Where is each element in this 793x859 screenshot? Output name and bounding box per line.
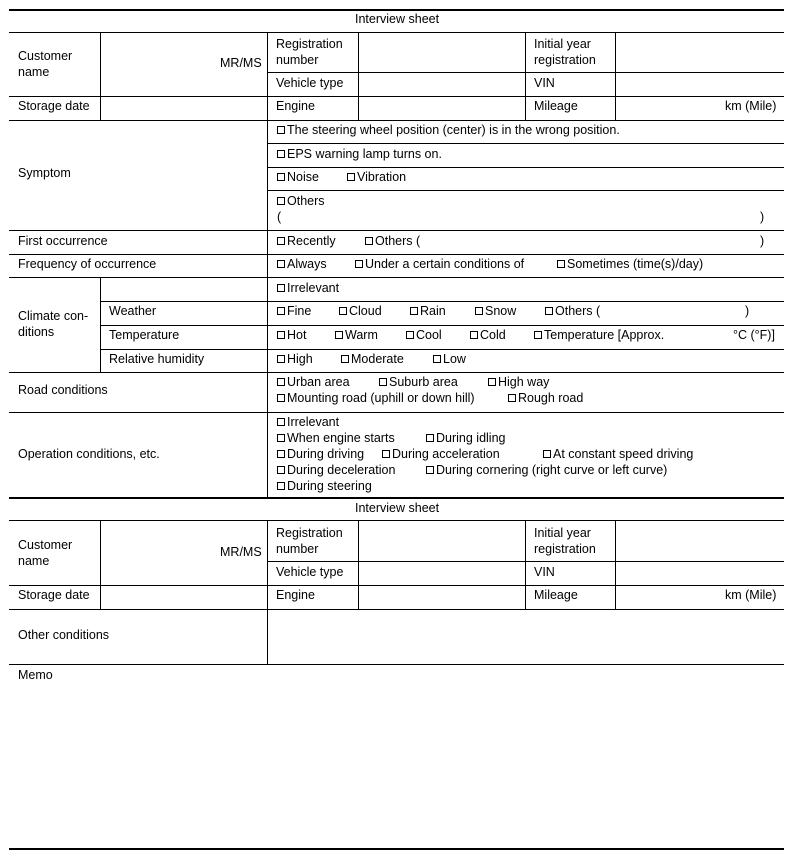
option-label: Rain	[420, 304, 446, 318]
option-label: Low	[443, 352, 466, 366]
option-label: During idling	[436, 431, 506, 445]
weather-label: Weather	[109, 304, 157, 318]
option-label: Vibration	[357, 170, 407, 184]
checkbox[interactable]	[277, 450, 285, 458]
operation-conditions-label: Operation conditions, etc.	[18, 447, 160, 461]
checkbox[interactable]	[488, 378, 496, 386]
checkbox[interactable]	[557, 260, 565, 268]
option-label: Warm	[345, 328, 378, 342]
storage-date-label: Storage date	[18, 99, 90, 113]
checkbox[interactable]	[406, 331, 414, 339]
option-eps-lamp[interactable]	[277, 147, 442, 162]
option-label: Moderate	[351, 352, 404, 366]
registration-number-label: Registration number	[276, 526, 343, 556]
option-moderate[interactable]	[341, 352, 404, 367]
option-label: Cool	[416, 328, 442, 342]
checkbox[interactable]	[365, 237, 373, 245]
mileage-label: Mileage	[534, 99, 578, 113]
checkbox[interactable]	[335, 331, 343, 339]
registration-number-label: Registration number	[276, 37, 343, 67]
checkbox[interactable]	[277, 418, 285, 426]
checkbox[interactable]	[277, 434, 285, 442]
option-noise[interactable]	[277, 170, 319, 185]
option-weather-others[interactable]	[545, 304, 600, 319]
option-recently[interactable]	[277, 234, 336, 249]
checkbox[interactable]	[508, 394, 516, 402]
option-label: At constant speed driving	[553, 447, 694, 461]
option-label: During steering	[287, 479, 372, 493]
humidity-label: Relative humidity	[109, 352, 205, 366]
option-label: Noise	[287, 170, 319, 184]
option-deceleration[interactable]	[277, 463, 395, 478]
checkbox[interactable]	[433, 355, 441, 363]
option-label: Irrelevant	[287, 281, 340, 295]
checkbox[interactable]	[545, 307, 553, 315]
checkbox[interactable]	[355, 260, 363, 268]
option-label: Temperature [Approx.	[544, 328, 665, 342]
option-label: Fine	[287, 304, 312, 318]
first-occurrence-label: First occurrence	[18, 234, 108, 248]
initial-year-label: Initial year registration	[534, 37, 596, 67]
option-symptom-others[interactable]	[277, 194, 325, 209]
option-warm[interactable]	[335, 328, 378, 343]
checkbox[interactable]	[341, 355, 349, 363]
option-low[interactable]	[433, 352, 466, 367]
option-cold[interactable]	[470, 328, 506, 343]
option-rough-road[interactable]	[508, 391, 583, 406]
option-cloud[interactable]	[339, 304, 382, 319]
checkbox[interactable]	[410, 307, 418, 315]
memo-label: Memo	[18, 668, 53, 682]
option-driving[interactable]	[277, 447, 364, 462]
storage-date-label: Storage date	[18, 588, 90, 602]
option-urban[interactable]	[277, 375, 350, 390]
option-label: Irrelevant	[287, 415, 340, 429]
paren-close: )	[760, 210, 765, 224]
sheet-title: Interview sheet	[355, 501, 440, 515]
option-label: During cornering (right curve or left curve)	[436, 463, 668, 477]
vin-label: VIN	[534, 565, 555, 579]
checkbox[interactable]	[470, 331, 478, 339]
mileage-label: Mileage	[534, 588, 578, 602]
checkbox[interactable]	[347, 173, 355, 181]
temperature-unit: °C (°F)]	[733, 328, 775, 342]
option-highway[interactable]	[488, 375, 549, 390]
option-label: High	[287, 352, 313, 366]
option-high[interactable]	[277, 352, 313, 367]
option-label: Suburb area	[389, 375, 458, 389]
option-label: Urban area	[287, 375, 350, 389]
option-steering-position[interactable]	[277, 123, 620, 138]
checkbox[interactable]	[277, 331, 285, 339]
option-label: Under a certain conditions of	[365, 257, 525, 271]
mrms-label: MR/MS	[220, 545, 262, 559]
option-climate-irrelevant[interactable]	[277, 281, 339, 296]
option-always[interactable]	[277, 257, 327, 272]
option-constant-speed[interactable]	[543, 447, 693, 462]
paren-open: (	[277, 210, 282, 224]
symptom-label: Symptom	[18, 166, 71, 180]
paren-close: )	[745, 304, 750, 318]
option-label: Mounting road (uphill or down hill)	[287, 391, 475, 405]
option-hot[interactable]	[277, 328, 306, 343]
checkbox[interactable]	[277, 378, 285, 386]
vehicle-type-label: Vehicle type	[276, 76, 344, 90]
engine-label: Engine	[276, 99, 315, 113]
option-label: Snow	[485, 304, 517, 318]
option-fine[interactable]	[277, 304, 311, 319]
checkbox[interactable]	[426, 434, 434, 442]
option-label: Cold	[480, 328, 506, 342]
option-sometimes[interactable]	[557, 257, 703, 272]
checkbox[interactable]	[277, 237, 285, 245]
checkbox[interactable]	[277, 394, 285, 402]
option-idling[interactable]	[426, 431, 505, 446]
option-steering[interactable]	[277, 479, 372, 494]
mileage-unit: km (Mile)	[725, 99, 777, 113]
checkbox[interactable]	[339, 307, 347, 315]
option-label: EPS warning lamp turns on.	[287, 147, 442, 161]
option-label: During deceleration	[287, 463, 396, 477]
option-label: When engine starts	[287, 431, 395, 445]
option-label: Sometimes (time(s)/day)	[567, 257, 704, 271]
paren-close: )	[760, 234, 765, 248]
engine-label: Engine	[276, 588, 315, 602]
option-label: During driving	[287, 447, 365, 461]
option-label: Cloud	[349, 304, 382, 318]
checkbox[interactable]	[277, 197, 285, 205]
option-label: The steering wheel position (center) is in the wrong position.	[287, 123, 620, 137]
checkbox[interactable]	[277, 466, 285, 474]
option-engine-starts[interactable]	[277, 431, 395, 446]
option-label: Always	[287, 257, 327, 271]
option-op-irrelevant[interactable]	[277, 415, 339, 430]
customer-name-label: Customer name	[18, 538, 73, 568]
sheet-title: Interview sheet	[355, 12, 440, 26]
option-temperature-approx[interactable]	[534, 328, 664, 343]
option-label: Others (	[375, 234, 421, 248]
mileage-unit: km (Mile)	[725, 588, 777, 602]
checkbox[interactable]	[277, 284, 285, 292]
option-label: Others	[287, 194, 325, 208]
option-snow[interactable]	[475, 304, 516, 319]
option-cornering[interactable]	[426, 463, 667, 478]
option-certain-conditions[interactable]	[355, 257, 524, 272]
checkbox[interactable]	[277, 150, 285, 158]
option-first-others[interactable]	[365, 234, 420, 249]
checkbox[interactable]	[277, 355, 285, 363]
checkbox[interactable]	[379, 378, 387, 386]
checkbox[interactable]	[277, 307, 285, 315]
frequency-label: Frequency of occurrence	[18, 257, 157, 271]
option-label: Others (	[555, 304, 601, 318]
other-conditions-label: Other conditions	[18, 628, 110, 642]
checkbox[interactable]	[277, 260, 285, 268]
checkbox[interactable]	[426, 466, 434, 474]
road-conditions-label: Road conditions	[18, 383, 108, 397]
checkbox[interactable]	[277, 126, 285, 134]
option-vibration[interactable]	[347, 170, 406, 185]
option-label: High way	[498, 375, 550, 389]
temperature-label: Temperature	[109, 328, 180, 342]
climate-label: Climate con- ditions	[18, 309, 89, 339]
option-label: Rough road	[518, 391, 584, 405]
option-cool[interactable]	[406, 328, 442, 343]
checkbox[interactable]	[534, 331, 542, 339]
vin-label: VIN	[534, 76, 555, 90]
option-mounting-road[interactable]	[277, 391, 475, 406]
checkbox[interactable]	[543, 450, 551, 458]
option-acceleration[interactable]	[382, 447, 500, 462]
checkbox[interactable]	[382, 450, 390, 458]
checkbox[interactable]	[475, 307, 483, 315]
option-label: During acceleration	[392, 447, 500, 461]
option-rain[interactable]	[410, 304, 446, 319]
checkbox[interactable]	[277, 173, 285, 181]
option-label: Hot	[287, 328, 307, 342]
initial-year-label: Initial year registration	[534, 526, 596, 556]
vehicle-type-label: Vehicle type	[276, 565, 344, 579]
checkbox[interactable]	[277, 482, 285, 490]
mrms-label: MR/MS	[220, 56, 262, 70]
option-suburb[interactable]	[379, 375, 458, 390]
customer-name-label: Customer name	[18, 49, 73, 79]
option-label: Recently	[287, 234, 336, 248]
